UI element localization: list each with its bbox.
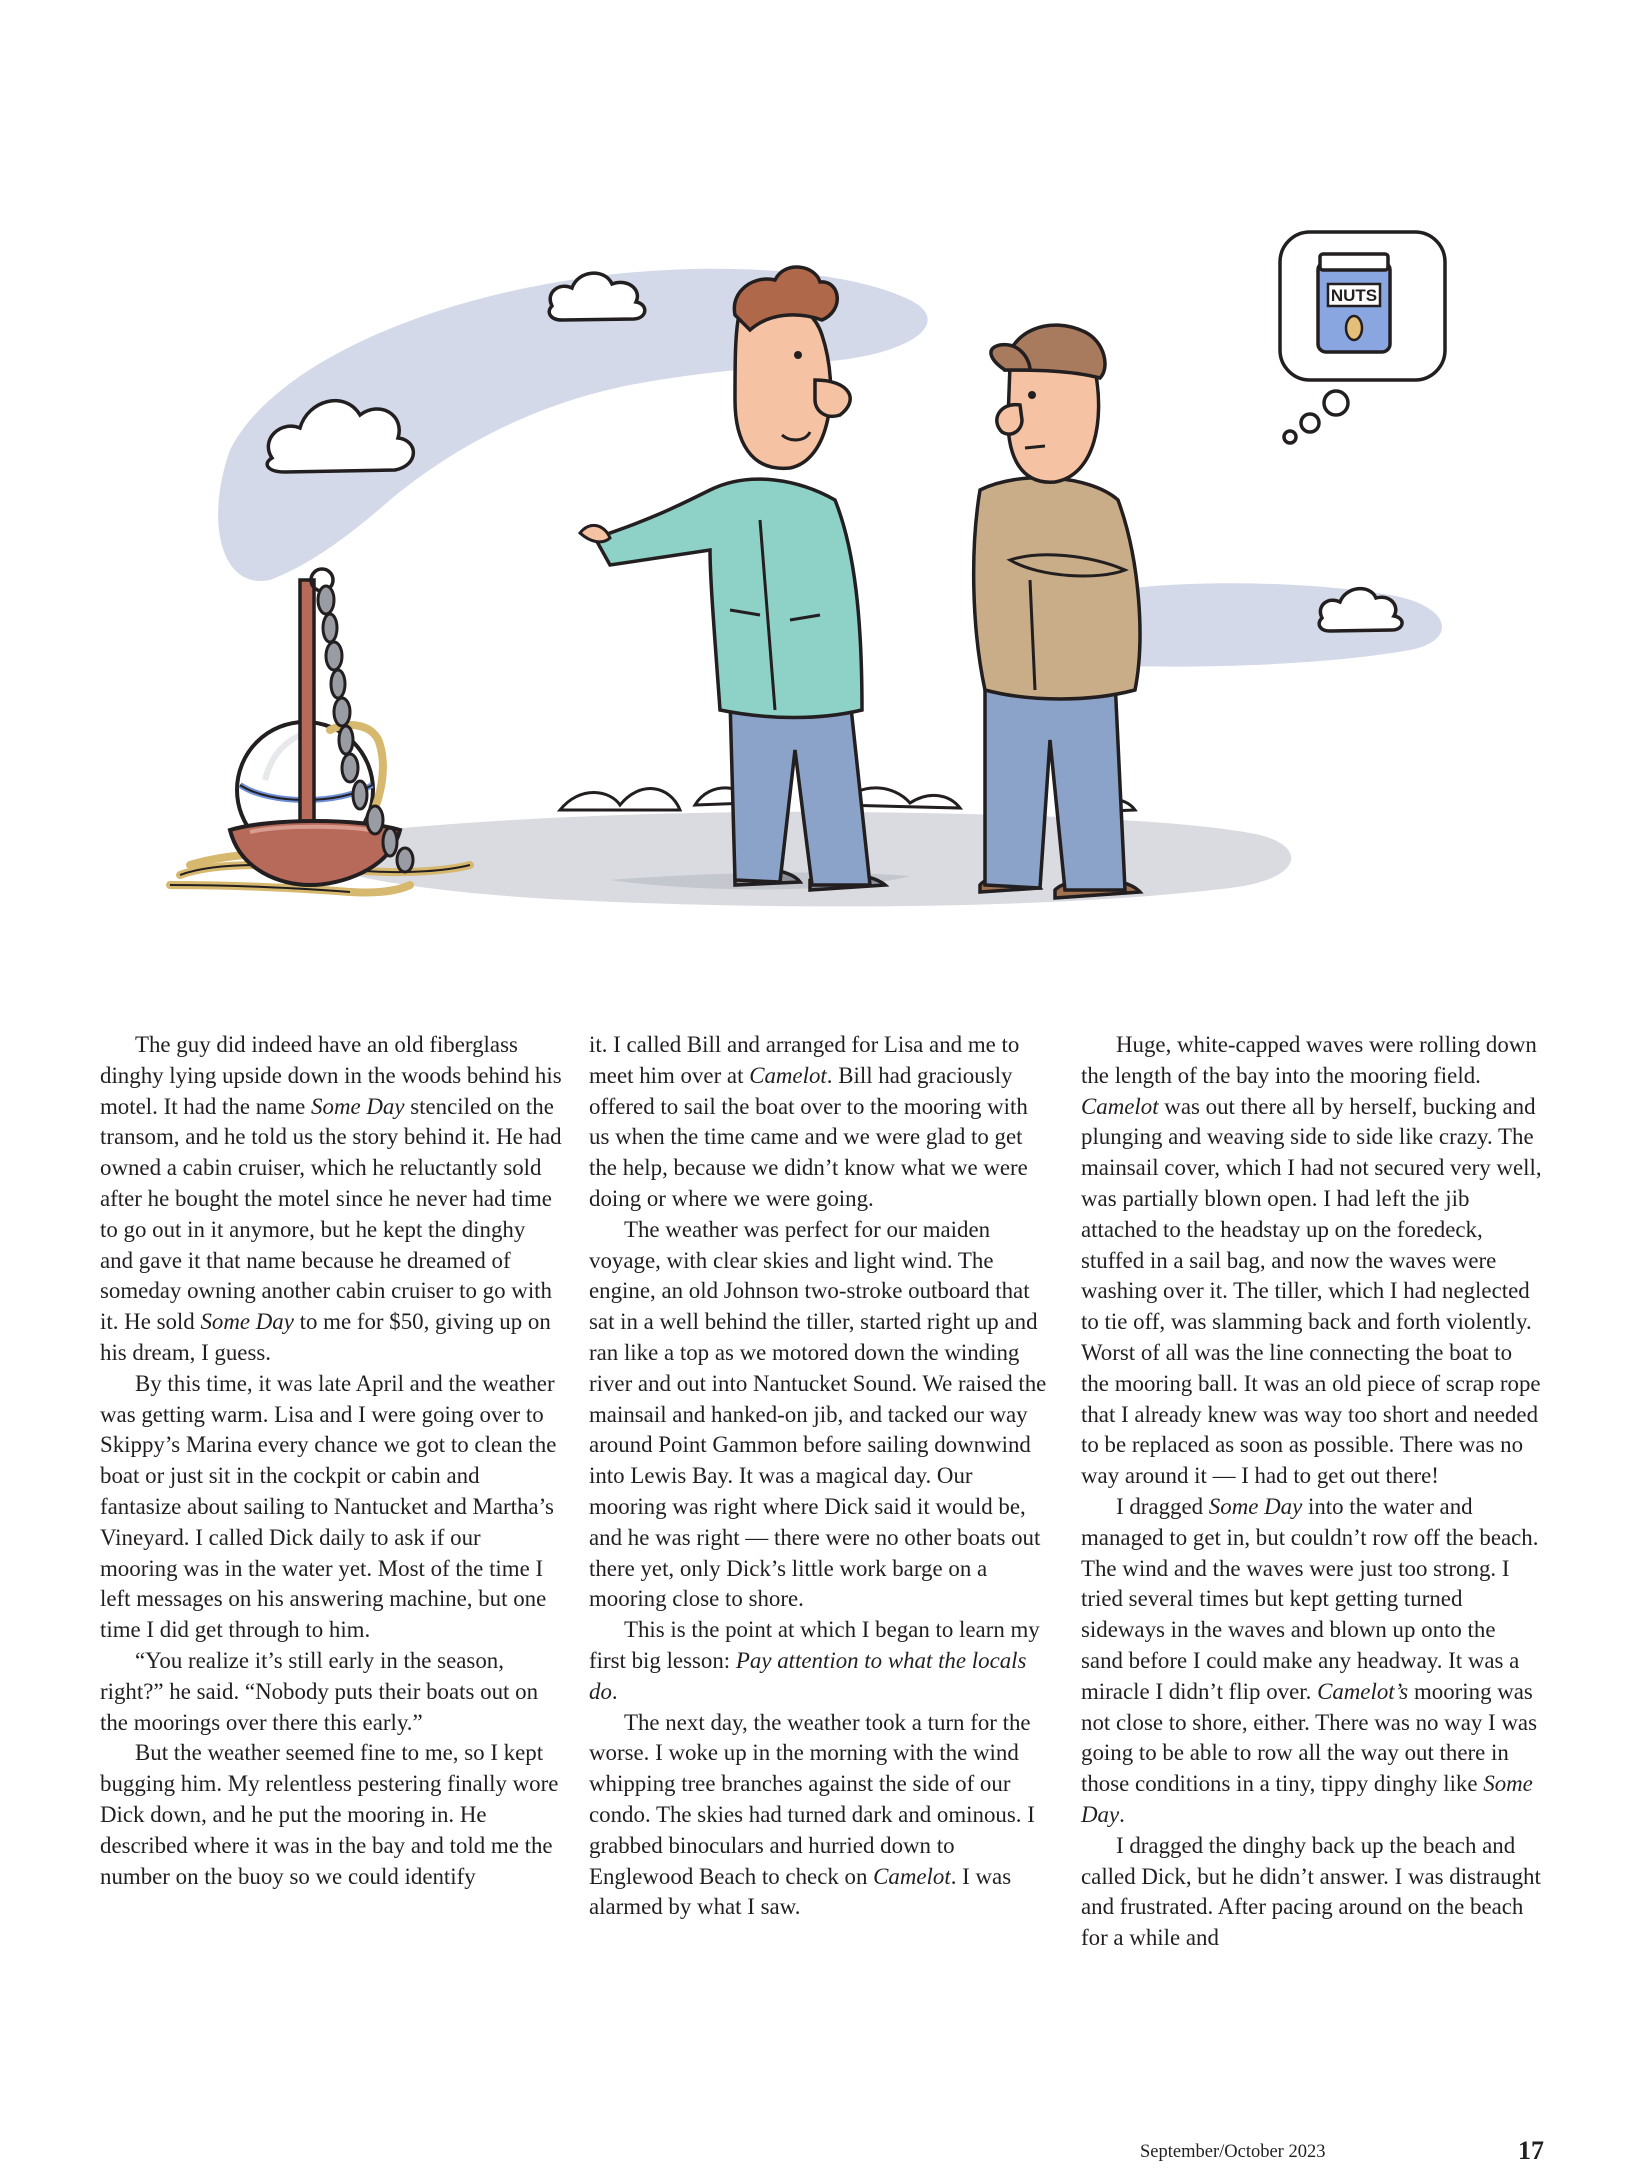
footer-issue-date: September/October 2023: [1140, 2142, 1326, 2162]
text-run: to me for $50, giving up on his dream, I guess.: [100, 1309, 551, 1365]
italic-text: Some Day: [200, 1309, 294, 1335]
italic-text: Camelot’s: [1317, 1678, 1409, 1704]
text-run: “You realize it’s still early in the season, right?” he said. “Nobody puts their boats out on the moorings over there this early.”: [100, 1647, 539, 1735]
italic-text: Camelot: [749, 1062, 827, 1088]
text-run: mooring was not close to shore, either. There was no way I was going to be able to row all the way out there in those conditions in a tiny, tippy dinghy like: [1081, 1678, 1537, 1797]
text-run: The guy did indeed have an old fiberglass dinghy lying upside down in the woods behind his motel. It had the name: [100, 1032, 562, 1119]
text-run: it. I called Bill and arranged for Lisa and me to meet him over at: [589, 1032, 1020, 1088]
text-run: Huge, white-capped waves were rolling down the length of the bay into the mooring field.: [1081, 1032, 1537, 1088]
italic-text: Camelot: [873, 1863, 951, 1889]
text-run: stenciled on the transom, and he told us the story behind it. He had owned a cabin cruiser, which he reluctantly sold after he bought the motel since he never had time to go out in it anymore, but he kept the dinghy and gave it that name because he dreamed of someday owning another cabin cruiser to go with it. He sold: [100, 1093, 562, 1335]
mushroom-anchor: [230, 569, 400, 885]
text-run: By this time, it was late April and the weather was getting warm. Lisa and I were going over to Skippy’s Marina every chance we got to clean the boat or just sit in the cockpit or cabin and fantasize about sailing to Nantucket and Martha’s Vineyard. I called Dick daily to ask if our mooring was in the water yet. Most of the time I left messages on his answering machine, but one time I did get through to him.: [100, 1370, 557, 1643]
article-paragraph: [100, 1738, 562, 1892]
italic-text: Some Day: [1208, 1493, 1303, 1519]
article-paragraph: [589, 1030, 1051, 1215]
article-paragraph: [589, 1615, 1051, 1707]
cartoon-illustration: [150, 220, 1570, 990]
text-run: was out there all by herself, bucking and plunging and weaving side to side like crazy. The mainsail cover, which I had not secured very well, was partially blown open. I had left the jib attached to the headstay up on the foredeck, stuffed in a sail bag, and now the waves were washing over it. The tiller, which I had neglected to tie off, was slamming back and forth violently. Worst of all was the line connecting the boat to the mooring ball. It was an old piece of scrap rope that I already knew was way too short and needed to be replaced as soon as possible. There was no way around it — I had to get out there!: [1081, 1093, 1542, 1489]
text-run: . Bill had graciously offered to sail the boat over to the mooring with us when the time came and we were glad to get the help, because we didn’t know what we were doing or where we were going.: [589, 1062, 1028, 1211]
article-column-3: [1081, 1030, 1543, 1954]
italic-text: Some Day: [1081, 1771, 1533, 1827]
text-run: The weather was perfect for our maiden voyage, with clear skies and light wind. The engine, an old Johnson two-stroke outboard that sat in a well behind the tiller, started right up and ran like a top as we motored down the winding river and out into Nantucket Sound. We raised the mainsail and hanked-on jib, and tacked our way around Point Gammon before sailing downwind into Lewis Bay. It was a magical day. Our mooring was right where Dick said it would be, and he was right — there were no other boats out there yet, only Dick’s little work barge on a mooring close to shore.: [589, 1216, 1047, 1612]
text-run: into the water and managed to get in, but couldn’t row off the beach. The wind and the waves were just too strong. I tried several times but kept getting turned sideways in the waves and blown up onto the sand before I could make any headway. It was a miracle I didn’t flip over.: [1081, 1493, 1539, 1704]
text-run: . I was alarmed by what I saw.: [589, 1863, 1012, 1920]
tan-jacket: [974, 478, 1140, 699]
thinking-man: [974, 325, 1140, 898]
article-paragraph: [1081, 1492, 1543, 1831]
teal-jacket: [595, 479, 862, 717]
text-run: I dragged the dinghy back up the beach and called Dick, but he didn’t answer. I was distraught and frustrated. After pacing around on the beach for a while and: [1081, 1832, 1541, 1951]
italic-text: Pay attention to what the locals do: [589, 1647, 1027, 1704]
jar-label: NUTS: [1330, 286, 1378, 305]
text-run: I dragged: [1116, 1493, 1209, 1519]
italic-text: Some Day: [311, 1093, 405, 1119]
text-run: .: [1119, 1801, 1125, 1827]
snow-pile: [560, 789, 680, 810]
article-paragraph: [1081, 1831, 1543, 1954]
text-run: This is the point at which I began to learn my first big lesson:: [589, 1617, 1040, 1673]
article-paragraph: [100, 1369, 562, 1646]
article-column-2: [589, 1030, 1051, 1923]
italic-text: Camelot: [1081, 1093, 1159, 1119]
text-run: But the weather seemed fine to me, so I kept bugging him. My relentless pestering finally wore Dick down, and he put the mooring in. He described where it was in the bay and told me the number on the buoy so we could identify: [100, 1740, 559, 1889]
article-paragraph: [589, 1708, 1051, 1924]
article-paragraph: [589, 1215, 1051, 1615]
page-number: 17: [1518, 2136, 1544, 2165]
text-run: .: [611, 1678, 618, 1704]
nuts-jar-icon: [1318, 254, 1390, 352]
text-run: The next day, the weather took a turn for the worse. I woke up in the morning with the wind whipping tree branches against the side of our condo. The skies had turned dark and ominous. I grabbed binoculars and hurried down to Englewood Beach to check on: [589, 1709, 1035, 1889]
article-paragraph: [100, 1030, 562, 1369]
article-paragraph: [1081, 1030, 1543, 1492]
article-column-1: [100, 1030, 562, 1892]
article-paragraph: [100, 1646, 562, 1738]
